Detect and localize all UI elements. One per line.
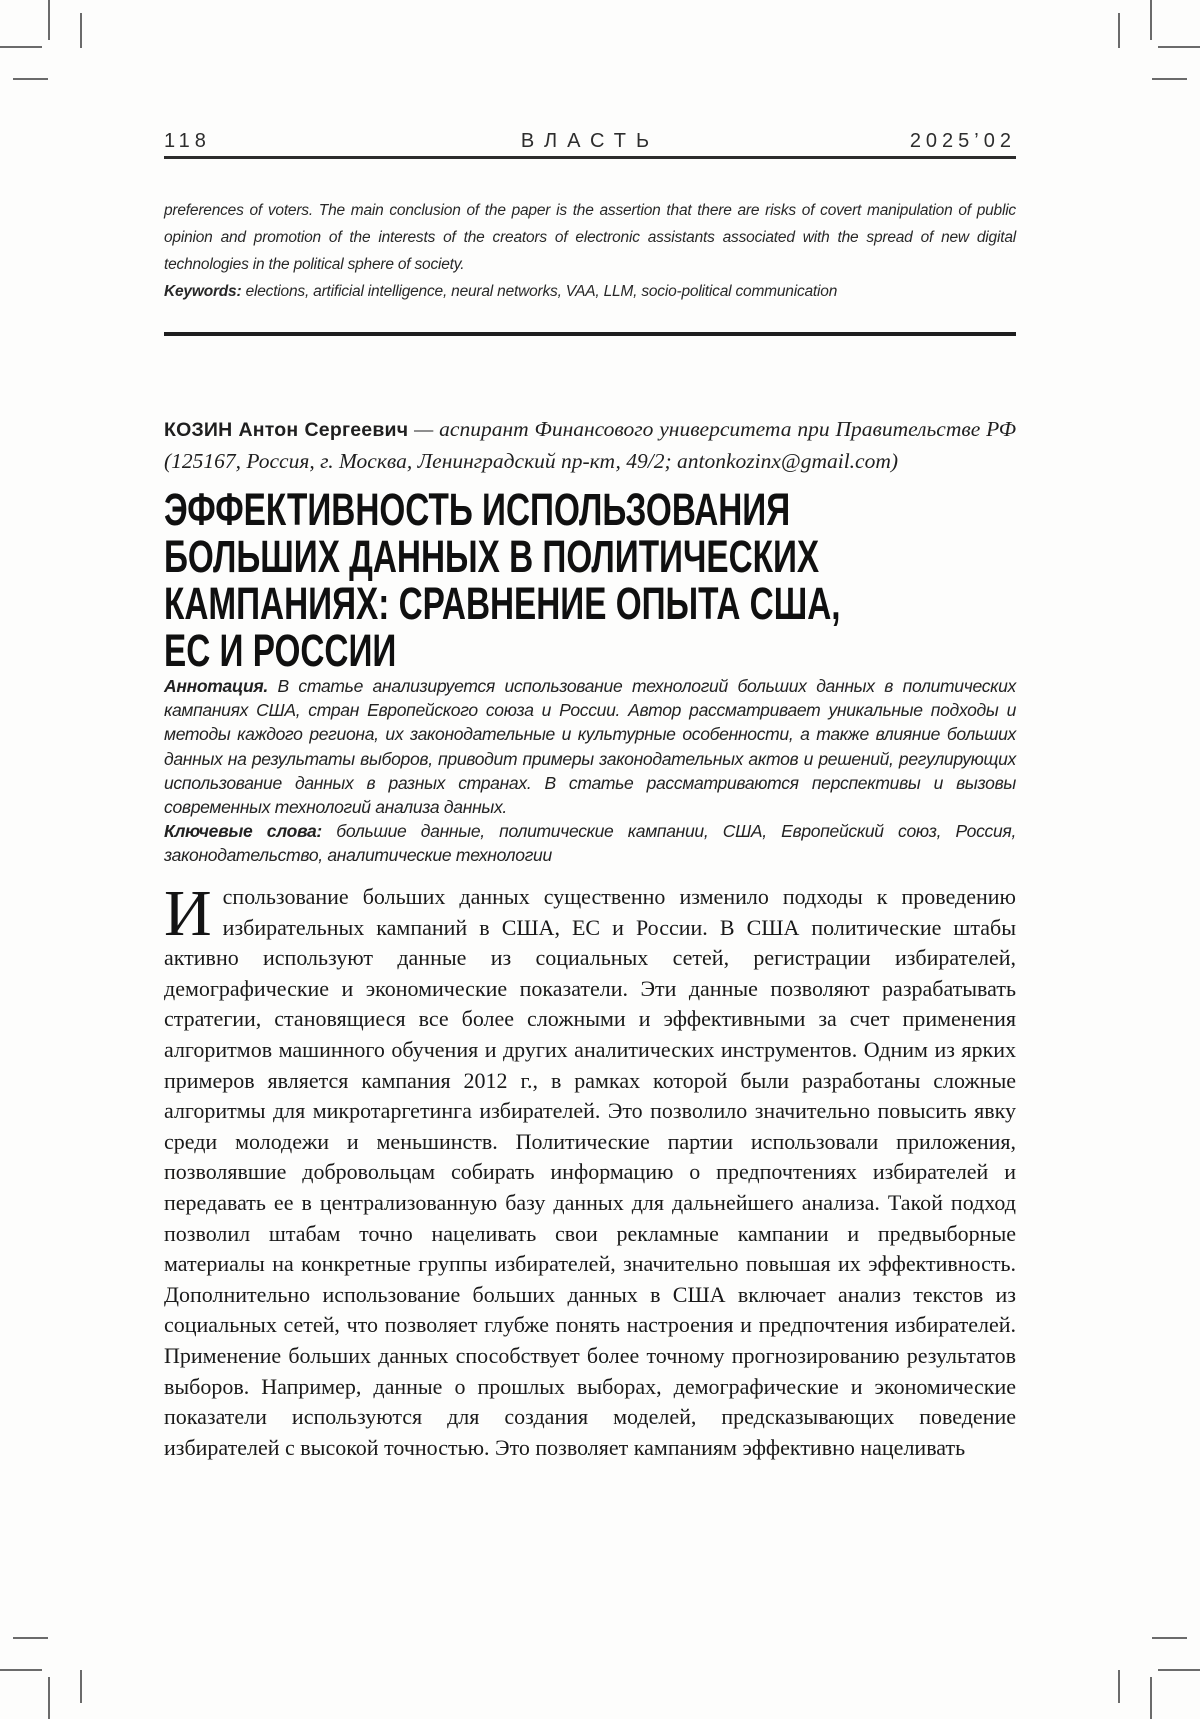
journal-title: ВЛАСТЬ [520, 130, 660, 152]
body-paragraph [164, 877, 1016, 1463]
crop-mark-icon [13, 78, 48, 80]
annotation-label: Аннотация. [164, 676, 268, 696]
article-body [164, 877, 1016, 1463]
english-keywords-line [164, 278, 1016, 305]
russian-keywords-line [164, 819, 1016, 867]
crop-mark-icon [48, 1677, 50, 1719]
english-keywords-label: Keywords: [164, 283, 242, 300]
crop-mark-icon [1150, 1677, 1152, 1719]
article-title-line: ЕС И РОССИИ [164, 625, 397, 676]
crop-mark-icon [1152, 78, 1187, 80]
crop-mark-icon [0, 1669, 42, 1671]
article-title-line: БОЛЬШИХ ДАННЫХ В ПОЛИТИЧЕСКИХ [164, 531, 820, 582]
author-affiliation: — аспирант Финансового университета при Правительстве РФ (125167, Россия, г. Москва, Ленинградский пр-кт, 49/2; antonkozinx@gmail.com) [164, 417, 1016, 473]
author-name: КОЗИН Антон Сергеевич [164, 419, 409, 441]
annotation-text: В статье анализируется использование технологий больших данных в политических кампаниях США, стран Европейского союза и России. Автор рассматривает уникальные подходы и методы каждого региона, их законодательные и культурные особенности, а также влияние больших данных на результаты выборов, приводит примеры законодательных актов и решений, регулирующих использование данных в разных странах. В статье рассматриваются перспективы и вызовы современных технологий анализа данных. [164, 676, 1017, 818]
crop-mark-icon [1118, 1670, 1120, 1703]
header-rule [164, 156, 1016, 159]
crop-mark-icon [1158, 1669, 1200, 1671]
crop-mark-icon [80, 13, 82, 48]
crop-mark-icon [1158, 46, 1200, 48]
section-divider-rule [164, 332, 1016, 336]
russian-keywords-text: большие данные, политические кампании, США, Европейский союз, Россия, законодательство, аналитические технологии [164, 821, 1017, 866]
crop-mark-icon [48, 0, 50, 40]
crop-mark-icon [1150, 0, 1152, 40]
crop-mark-icon [1152, 1637, 1187, 1639]
article-title-line: КАМПАНИЯХ: СРАВНЕНИЕ ОПЫТА США, [164, 578, 841, 629]
page-number: 118 [164, 130, 211, 152]
annotation-block [164, 674, 1016, 868]
annotation-paragraph [164, 674, 1016, 819]
body-paragraph-text: спользование больших данных существенно изменило подходы к проведению избирательных кампаний в США, ЕС и России. В США политические штабы активно используют данные из социальных сетей, регистрации избирателей, демографические и экономические показатели. Эти данные позволяют разрабатывать стратегии, становящиеся все более сложными и эффективными за счет применения алгоритмов машинного обучения и других аналитических инструментов. Одним из ярких примеров является кампания 2012 г., в рамках которой были разработаны сложные алгоритмы для микротаргетинга избирателей. Это позволило значительно повысить явку среди молодежи и меньшинств. Политические партии использовали приложения, позволявшие добровольцам собирать информацию о предпочтениях избирателей и передавать ее в централизованную базу данных для дальнейшего анализа. Такой подход позволил штабам точно нацеливать свои рекламные кампании и предвыборные материалы на конкретные группы избирателей, значительно повышая их эффективность. Дополнительно использование больших данных в США включает анализ текстов из социальных сетей, что позволяет глубже понять настроения и предпочтения избирателей. Применение больших данных способствует более точному прогнозированию результатов выборов. Например, данные о прошлых выборах, демографические и экономические показатели используются для создания моделей, предсказывающих поведение избирателей с высокой точностью. Это позволяет кампаниям эффективно нацеливать [164, 884, 1016, 1460]
drop-cap: И [164, 877, 212, 950]
crop-mark-icon [1118, 13, 1120, 48]
english-abstract-block [164, 197, 1016, 305]
english-abstract-text: preferences of voters. The main conclusion of the paper is the assertion that there are risks of covert manipulation of public opinion and promotion of the interests of the creators of electronic assistants associated with the spread of new digital technologies in the political sphere of society. [164, 202, 1016, 273]
crop-mark-icon [80, 1670, 82, 1703]
crop-mark-icon [0, 46, 42, 48]
author-block [164, 414, 1016, 477]
russian-keywords-label: Ключевые слова: [164, 821, 322, 842]
english-keywords-text: elections, artificial intelligence, neural networks, VAA, LLM, socio-political communication [245, 283, 838, 300]
crop-mark-icon [13, 1637, 48, 1639]
issue-number: 2025’02 [909, 130, 1016, 152]
article-title [164, 486, 1016, 674]
running-head [164, 130, 1016, 153]
article-title-line: ЭФФЕКТИВНОСТЬ ИСПОЛЬЗОВАНИЯ [164, 484, 791, 535]
